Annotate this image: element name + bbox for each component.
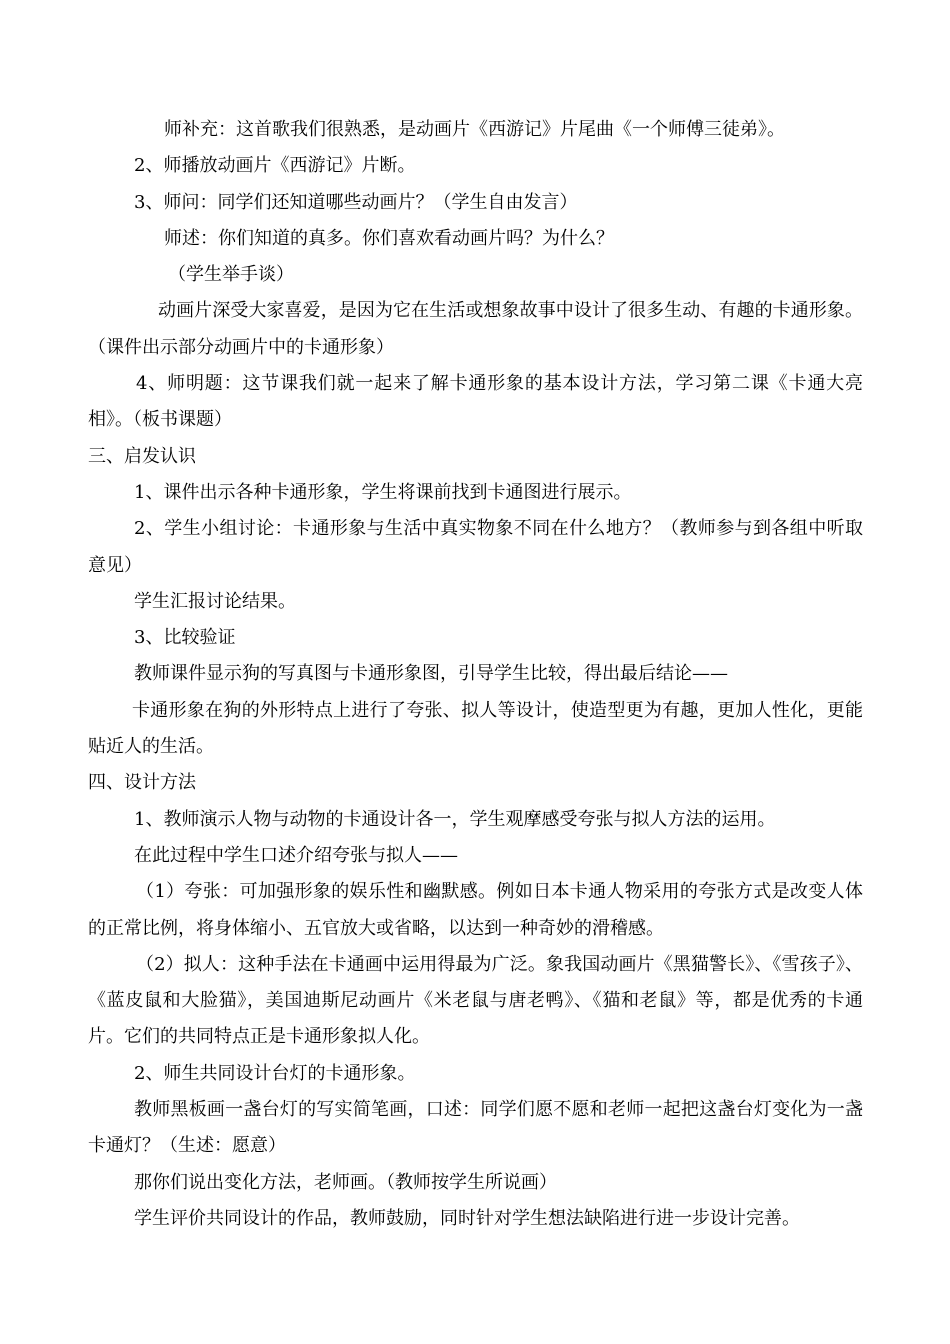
section-heading-3: 三、启发认识 [88,445,196,467]
paragraph-compare-verify: 3、比较验证 [134,627,236,649]
paragraph-oral-intro: 在此过程中学生口述介绍夸张与拟人—— [134,844,458,866]
paragraph-cartoon-conclusion: 卡通形象在狗的外形特点上进行了夸张、拟人等设计，使造型更为有趣，更加人性化，更能贴近人的生活。 [88,699,863,758]
paragraph-teacher-supplement: 师补充：这首歌我们很熟悉，是动画片《西游记》片尾曲《一个师傅三徒弟》。 [164,119,785,140]
paragraph-personification: （2）拟人：这种手法在卡通画中运用得最为广泛。象我国动画片《黑猫警长》、《雪孩子》、《蓝皮鼠和大脸猫》，美国迪斯尼动画片《米老鼠与唐老鸭》、《猫和老鼠》等，都是优秀的卡通片。它们的共同特点正是卡通形象拟人化。 [88,953,863,1048]
document-page [88,112,863,1237]
paragraph-step-2-play-clip: 2、师播放动画片《西游记》片断。 [134,155,416,177]
section-heading-4: 四、设计方法 [88,772,196,794]
paragraph-design-1: 1、教师演示人物与动物的卡通设计各一，学生观摩感受夸张与拟人方法的运用。 [134,808,776,830]
paragraph-change-method: 那你们说出变化方法，老师画。（教师按学生所说画） [134,1171,557,1193]
paragraph-teacher-remark: 师述：你们知道的真多。你们喜欢看动画片吗？为什么？ [164,227,614,249]
paragraph-inspire-2: 2、学生小组讨论：卡通形象与生活中真实物象不同在什么地方？（教师参与到各组中听取意见） [88,518,863,576]
paragraph-dog-comparison: 教师课件显示狗的写真图与卡通形象图，引导学生比较，得出最后结论—— [134,663,728,685]
paragraph-exaggeration: （1）夸张：可加强形象的娱乐性和幽默感。例如日本卡通人物采用的夸张方式是改变人体的正常比例，将身体缩小、五官放大或省略，以达到一种奇妙的滑稽感。 [88,881,863,939]
paragraph-step-4-topic: 4、师明题：这节课我们就一起来了解卡通形象的基本设计方法，学习第二课《卡通大亮相》。（板书课题） [88,373,863,431]
paragraph-step-3-question: 3、师问：同学们还知道哪些动画片？（学生自由发言） [134,191,578,213]
paragraph-students-discuss: （学生举手谈） [168,264,294,286]
paragraph-report-results: 学生汇报讨论结果。 [134,590,296,612]
paragraph-lamp-drawing: 教师黑板画一盏台灯的写实简笔画，口述：同学们愿不愿和老师一起把这盏台灯变化为一盏卡通灯？（生述：愿意） [88,1099,863,1157]
paragraph-inspire-1: 1、课件出示各种卡通形象，学生将课前找到卡通图进行展示。 [134,481,632,503]
paragraph-evaluation: 学生评价共同设计的作品，教师鼓励，同时针对学生想法缺陷进行进一步设计完善。 [134,1207,800,1229]
paragraph-design-2: 2、师生共同设计台灯的卡通形象。 [134,1062,416,1084]
paragraph-cartoon-popularity: 动画片深受大家喜爱，是因为它在生活或想象故事中设计了很多生动、有趣的卡通形象。（课件出示部分动画片中的卡通形象） [88,300,863,358]
